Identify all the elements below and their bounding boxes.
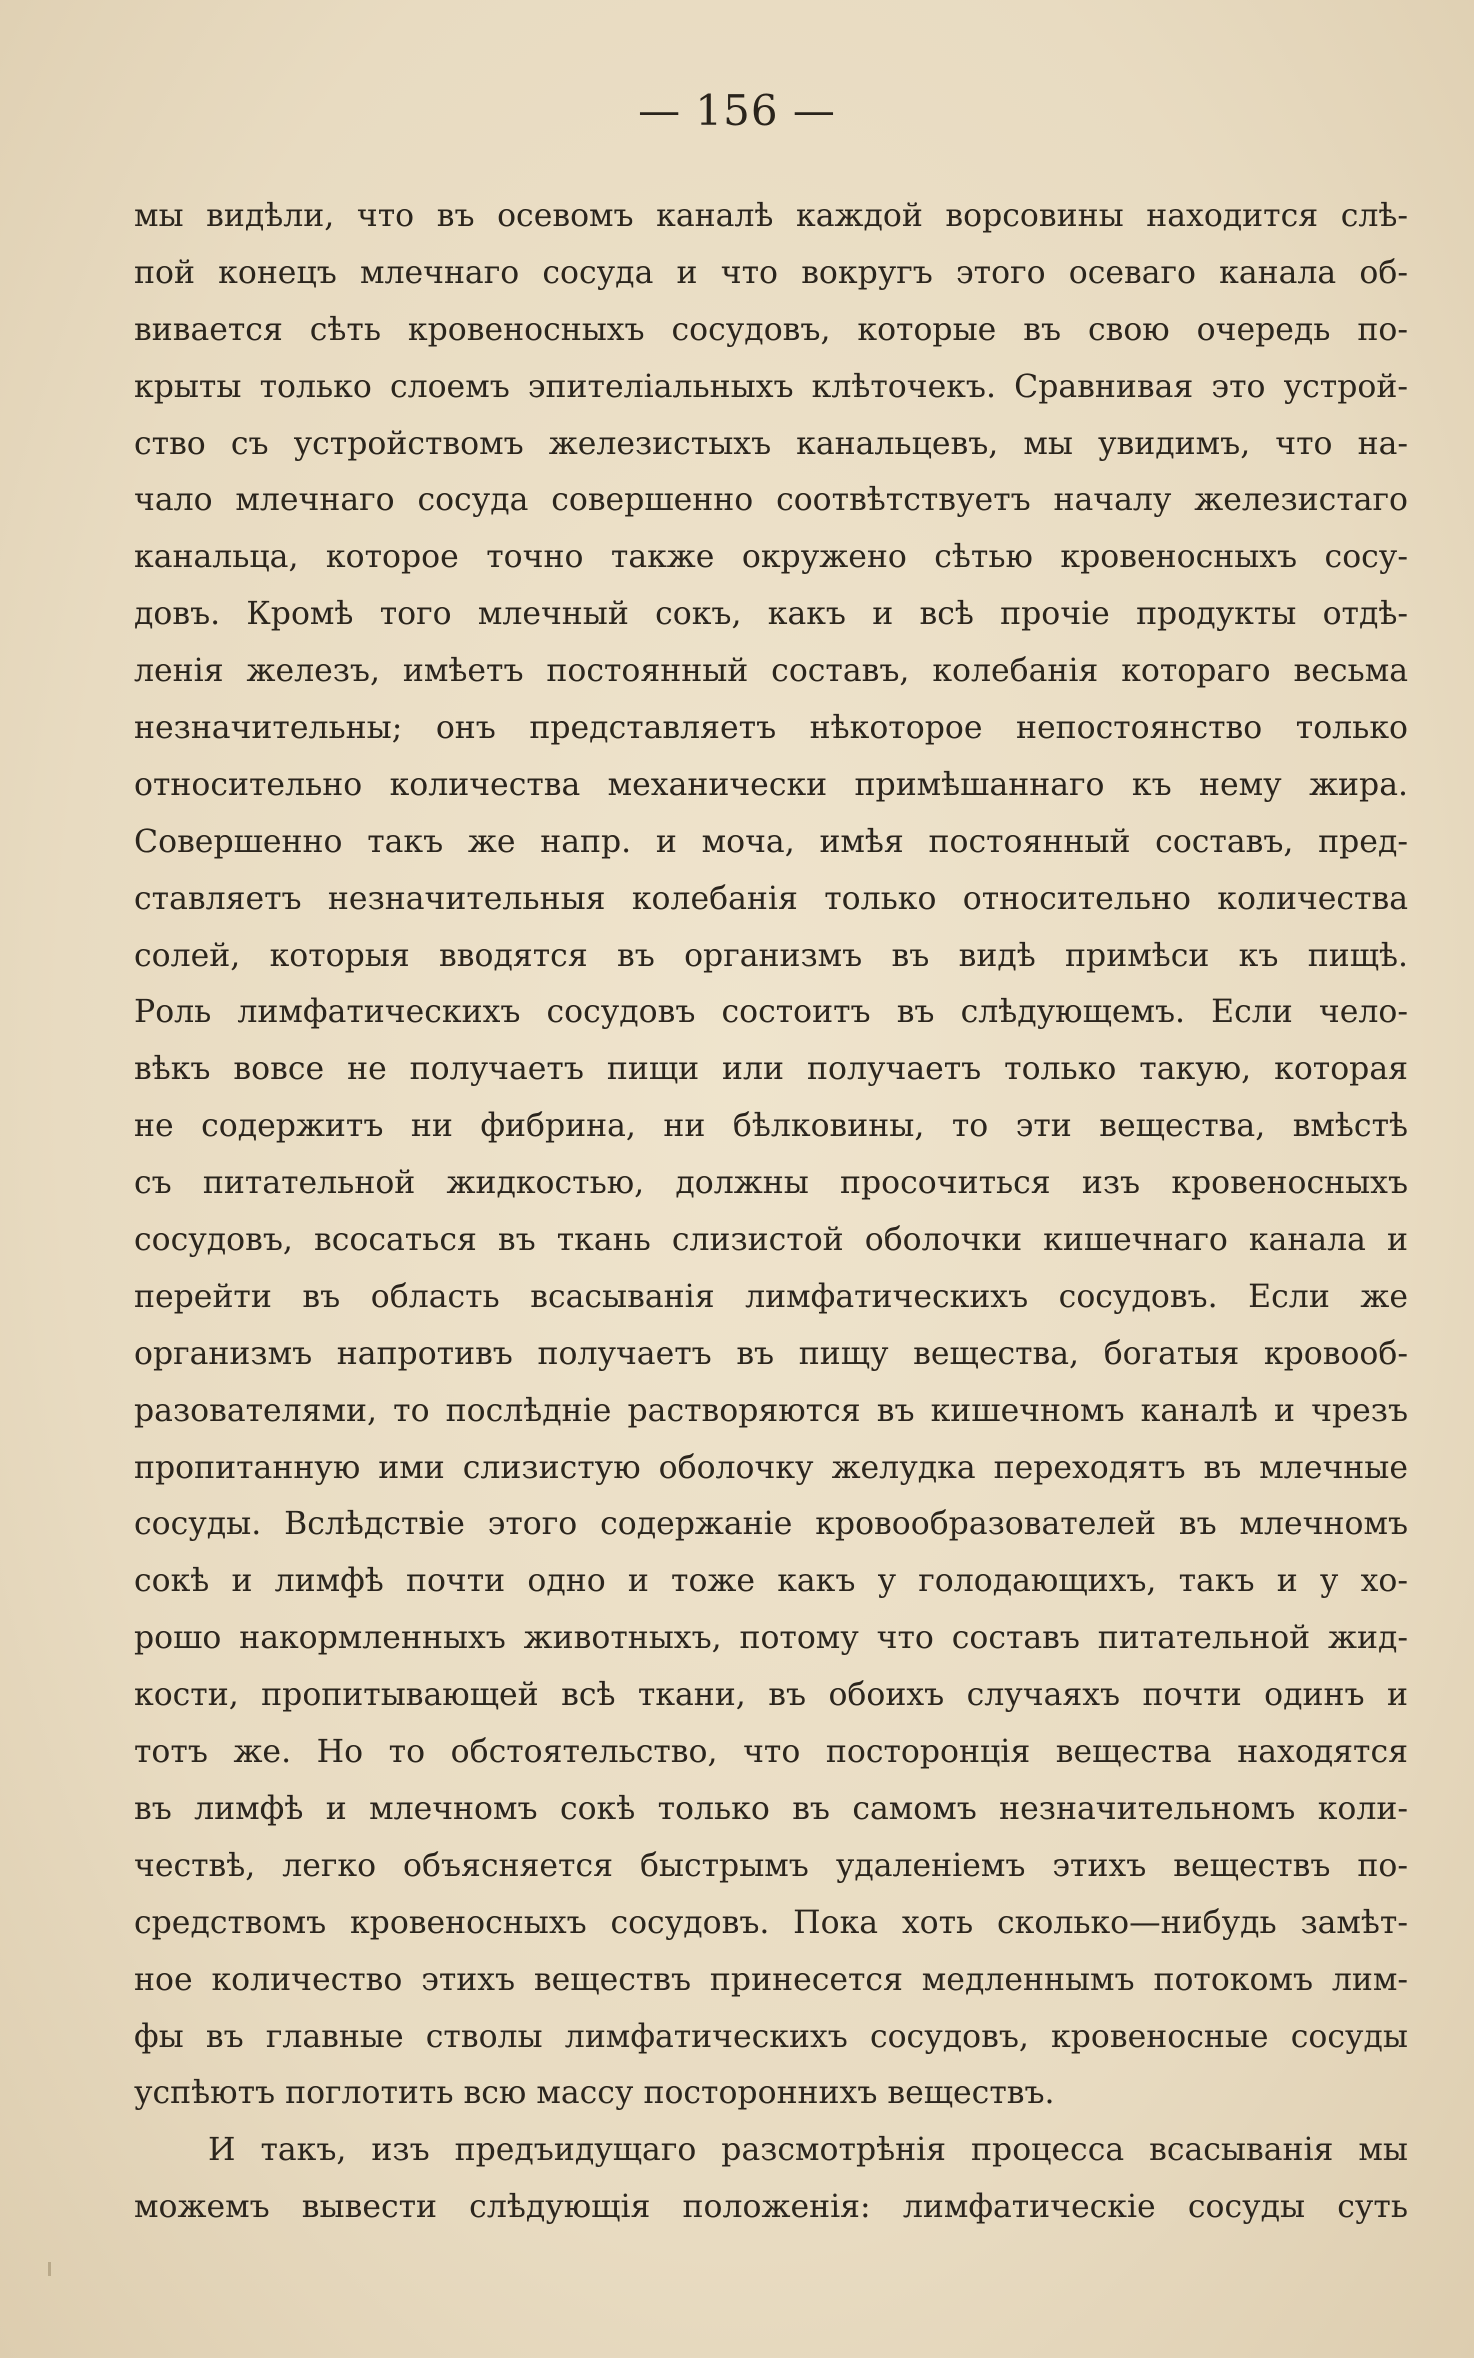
text-line: сосудовъ, всосаться въ ткань слизистой оболочки кишечнаго канала и (134, 1222, 1408, 1259)
text-line: крыты только слоемъ эпителіальныхъ клѣточекъ. Сравнивая это устрой- (134, 368, 1408, 405)
text-line: Роль лимфатическихъ сосудовъ состоитъ въ слѣдующемъ. Если чело- (134, 994, 1408, 1031)
text-line: ставляетъ незначительныя колебанія только относительно количества (134, 880, 1408, 917)
paragraph-end-line: успѣютъ поглотить всю массу постороннихъ веществъ. (134, 2075, 1055, 2112)
text-line: Совершенно такъ же напр. и моча, имѣя постоянный составъ, пред- (134, 823, 1408, 860)
text-line: фы въ главные стволы лимфатическихъ сосудовъ, кровеносные сосуды (134, 2018, 1408, 2055)
text-line: ное количество этихъ веществъ принесется медленнымъ потокомъ лим- (134, 1961, 1408, 1998)
text-line: вивается сѣть кровеносныхъ сосудовъ, которые въ свою очередь по- (134, 311, 1408, 348)
text-line: сокѣ и лимфѣ почти одно и тоже какъ у голодающихъ, такъ и у хо- (134, 1563, 1408, 1600)
text-line: рошо накормленныхъ животныхъ, потому что составъ питательной жид- (134, 1620, 1408, 1657)
text-line: разователями, то послѣдніе растворяются въ кишечномъ каналѣ и чрезъ (134, 1392, 1408, 1429)
text-line: въ лимфѣ и млечномъ сокѣ только въ самомъ незначительномъ коли- (134, 1790, 1408, 1827)
text-line: вѣкъ вовсе не получаетъ пищи или получаетъ только такую, которая (134, 1051, 1408, 1088)
text-line: относительно количества механически примѣшаннаго къ нему жира. (134, 766, 1408, 803)
text-line: ленія железъ, имѣетъ постоянный составъ, колебанія котораго весьма (134, 653, 1408, 690)
text-line: солей, которыя вводятся въ организмъ въ видѣ примѣси къ пищѣ. (134, 937, 1408, 974)
text-line: пой конецъ млечнаго сосуда и что вокругъ этого осеваго канала об- (134, 254, 1408, 291)
text-line: не содержитъ ни фибрина, ни бѣлковины, то эти вещества, вмѣстѣ (134, 1108, 1408, 1145)
text-line: съ питательной жидкостью, должны просочиться изъ кровеносныхъ (134, 1165, 1408, 1202)
text-line: канальца, которое точно также окружено сѣтью кровеносныхъ сосу- (134, 539, 1408, 576)
text-line: незначительны; онъ представляетъ нѣкоторое непостоянство только (134, 710, 1408, 747)
text-line: пропитанную ими слизистую оболочку желудка переходятъ въ млечные (134, 1449, 1408, 1486)
text-line: тотъ же. Но то обстоятельство, что посторонція вещества находятся (134, 1734, 1408, 1771)
body-text (134, 188, 1408, 2236)
paragraph-start-line: И такъ, изъ предъидущаго разсмотрѣнія процесса всасыванія мы (208, 2132, 1408, 2169)
page-number: — 156 — (638, 86, 836, 135)
text-line: ство съ устройствомъ железистыхъ канальцевъ, мы увидимъ, что на- (134, 425, 1408, 462)
text-line: перейти въ область всасыванія лимфатическихъ сосудовъ. Если же (134, 1278, 1408, 1315)
text-line: чествѣ, легко объясняется быстрымъ удаленіемъ этихъ веществъ по- (134, 1847, 1408, 1884)
text-line: можемъ вывести слѣдующія положенія: лимфатическіе сосуды суть (134, 2189, 1408, 2226)
margin-mark (48, 2262, 51, 2276)
text-line: организмъ напротивъ получаетъ въ пищу вещества, богатыя кровооб- (134, 1335, 1408, 1372)
text-line: сосуды. Вслѣдствіе этого содержаніе кровообразователей въ млечномъ (134, 1506, 1408, 1543)
text-line: довъ. Кромѣ того млечный сокъ, какъ и всѣ прочіе продукты отдѣ- (134, 596, 1408, 633)
text-line: кости, пропитывающей всѣ ткани, въ обоихъ случаяхъ почти одинъ и (134, 1677, 1408, 1714)
text-line: средствомъ кровеносныхъ сосудовъ. Пока хоть сколько—нибудь замѣт- (134, 1904, 1408, 1941)
text-line: мы видѣли, что въ осевомъ каналѣ каждой ворсовины находится слѣ- (134, 198, 1408, 234)
text-line: чало млечнаго сосуда совершенно соотвѣтствуетъ началу железистаго (134, 482, 1408, 519)
